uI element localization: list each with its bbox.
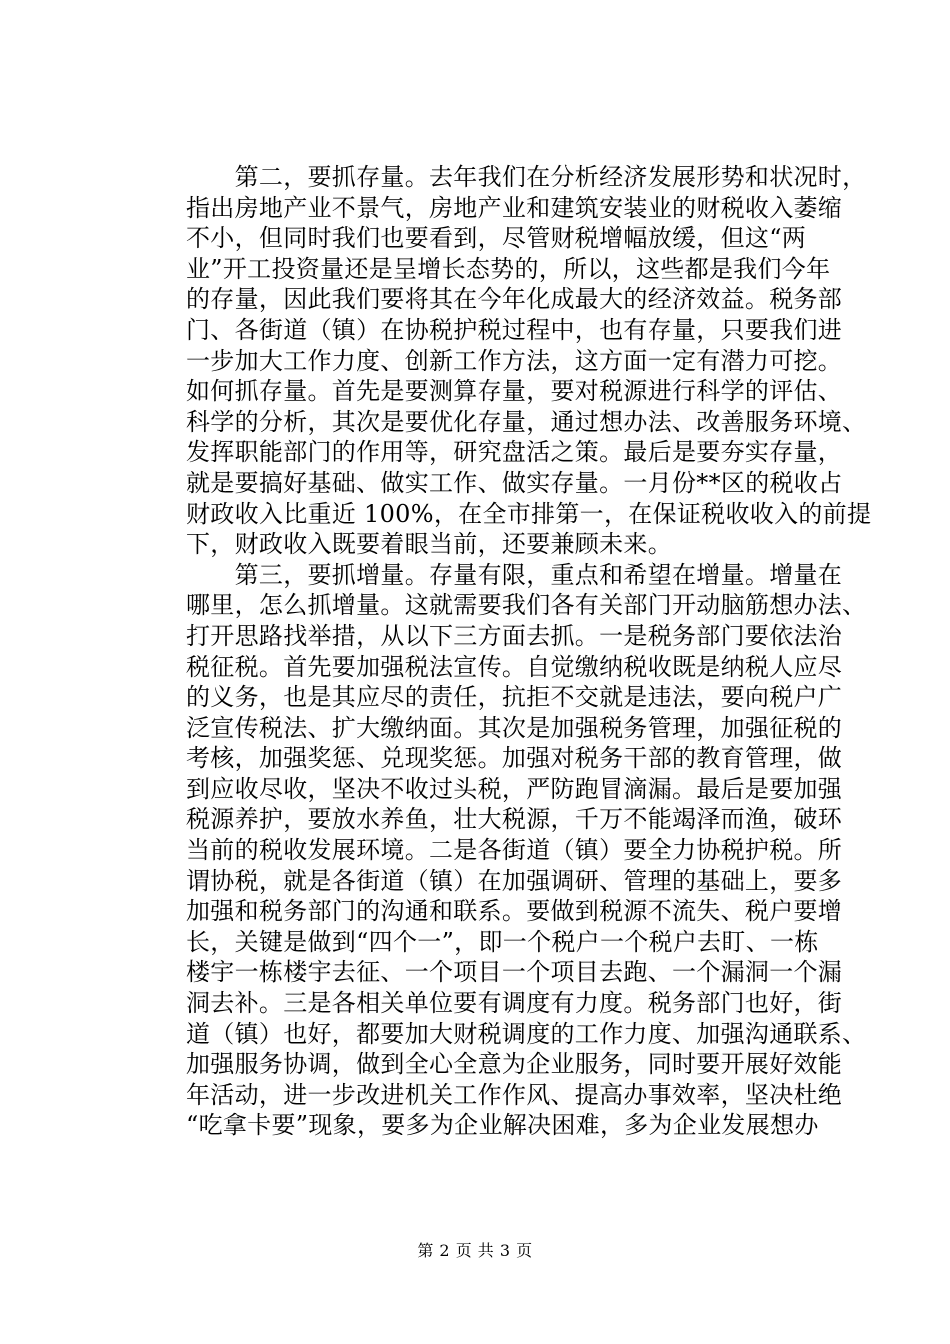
text-line: 谓协税，就是各街道（镇）在加强调研、管理的基础上，要多 [186,866,843,895]
paragraph-stock [186,162,872,560]
text-line: 业”开工投资量还是呈增长态势的，所以，这些都是我们今年 [186,254,831,283]
text-line: 年活动，进一步改进机关工作作风、提高办事效率，坚决杜绝 [186,1080,843,1109]
text-line: 指出房地产业不景气，房地产业和建筑安装业的财税收入萎缩 [186,193,843,222]
text-line: 哪里，怎么抓增量。这就需要我们各有关部门开动脑筋想办法、 [186,591,867,620]
body-text [186,162,872,1141]
text-line: 的存量，因此我们要将其在今年化成最大的经济效益。税务部 [186,285,843,314]
text-line: 到应收尽收，坚决不收过头税，严防跑冒滴漏。最后是要加强 [186,774,843,803]
text-line: 考核，加强奖惩、兑现奖惩。加强对税务干部的教育管理，做 [186,744,843,773]
text-line: 如何抓存量。首先是要测算存量，要对税源进行科学的评估、 [186,377,843,406]
page-footer [0,1240,950,1262]
text-line: 就是要搞好基础、做实工作、做实存量。一月份**区的税收占 [186,468,843,497]
text-line: 第二，要抓存量。去年我们在分析经济发展形势和状况时， [186,163,867,191]
text-line: 财政收入比重近 100%，在全市排第一，在保证税收收入的前提 [186,499,872,528]
text-line: 楼宇一栋楼宇去征、一个项目一个项目去跑、一个漏洞一个漏 [186,958,843,987]
text-line: 当前的税收发展环境。二是各街道（镇）要全力协税护税。所 [186,836,843,865]
text-line: 下，财政收入既要着眼当前，还要兼顾未来。 [186,530,672,559]
text-line: 发挥职能部门的作用等，研究盘活之策。最后是要夯实存量， [186,438,843,467]
paragraph-increment [186,560,867,1141]
text-line: 一步加大工作力度、创新工作方法，这方面一定有潜力可挖。 [186,346,843,375]
text-line: 加强服务协调，做到全心全意为企业服务，同时要开展好效能 [186,1050,843,1079]
text-line: 第三，要抓增量。存量有限，重点和希望在增量。增量在 [186,560,843,589]
text-line: 科学的分析，其次是要优化存量，通过想办法、改善服务环境、 [186,407,867,436]
text-line: 洞去补。三是各相关单位要有调度有力度。税务部门也好，街 [186,989,843,1018]
text-line: 门、各街道（镇）在协税护税过程中，也有存量，只要我们进 [186,315,843,344]
text-line: 打开思路找举措，从以下三方面去抓。一是税务部门要依法治 [186,621,843,650]
text-line: 税征税。首先要加强税法宣传。自觉缴纳税收既是纳税人应尽 [186,652,843,681]
text-line: 泛宣传税法、扩大缴纳面。其次是加强税务管理，加强征税的 [186,713,843,742]
text-line: “吃拿卡要”现象，要多为企业解决困难，多为企业发展想办 [186,1111,819,1140]
text-line: 不小，但同时我们也要看到，尽管财税增幅放缓，但这“两 [186,224,807,253]
text-line: 的义务，也是其应尽的责任，抗拒不交就是违法，要向税户广 [186,683,843,712]
text-line: 税源养护，要放水养鱼，壮大税源，千万不能竭泽而渔，破环 [186,805,843,834]
text-line: 道（镇）也好，都要加大财税调度的工作力度、加强沟通联系、 [186,1019,867,1048]
text-line: 长，关键是做到“四个一”，即一个税户一个税户去盯、一栋 [186,927,819,956]
text-line: 加强和税务部门的沟通和联系。要做到税源不流失、税户要增 [186,897,843,926]
page-number: 第 2 页 共 3 页 [417,1241,533,1260]
